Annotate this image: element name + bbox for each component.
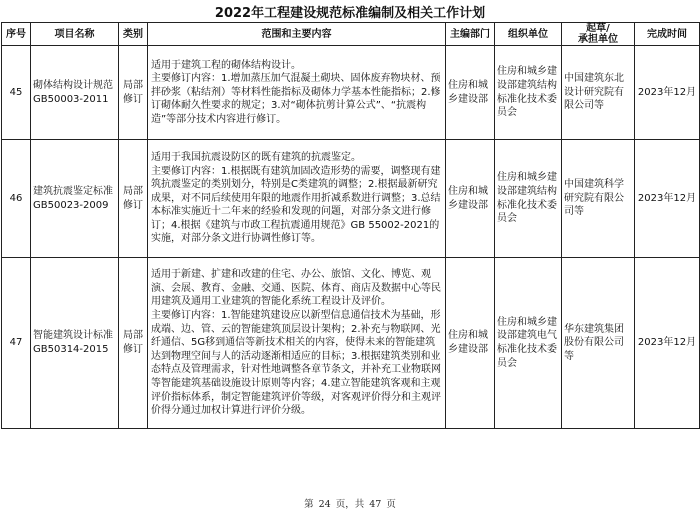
table-row <box>2 46 700 140</box>
row-scope <box>148 46 446 140</box>
header-no: 序号 <box>2 23 31 46</box>
row-drafter: 华东建筑集团股份有限公司等 <box>562 258 635 429</box>
row-name <box>31 140 119 258</box>
header-scope: 范围和主要内容 <box>148 23 446 46</box>
document-title: 2022年工程建设规范标准编制及相关工作计划 <box>214 6 486 21</box>
revisions-text: 主要修订内容：1.智能建筑建设应以新型信息通信技术为基础，形成端、边、管、云的智能建筑顶层设计架构；2.补充与物联网、光纤通信、5G移到通信等新技术相关的内容，使得未来的智能建筑达到物理空间与人的活动逐渐相适应的目标；3.根据建筑类别和业态特点及管理需求，针对性地调整各章节条文，并补充工业物联网等智能建筑基础设施设计原则等内容；4.建立智能建筑客观和主观评价指标体系，制定智能建筑评价等级，对客观评价得分和主观评价得分通过加权计算进行评价分级。 <box>151 310 441 417</box>
row-scope <box>148 258 446 429</box>
row-chief-dept: 住房和城乡建设部 <box>446 258 495 429</box>
row-org-unit: 住房和城乡建设部建筑电气标准化技术委员会 <box>495 258 562 429</box>
table-row <box>2 258 700 429</box>
project-name: 砌体结构设计规范 <box>33 79 113 91</box>
row-name <box>31 46 119 140</box>
row-deadline: 2023年12月 <box>635 258 700 429</box>
scope-text: 适用于新建、扩建和改建的住宅、办公、旅馆、文化、博览、观演、会展、教育、金融、交通、医院、体育、商店及数据中心等民用建筑及通用工业建筑的智能化系统工程设计及评价。 <box>151 269 441 308</box>
row-type: 局部修订 <box>119 46 148 140</box>
row-org-unit: 住房和城乡建设部建筑结构标准化技术委员会 <box>495 140 562 258</box>
row-chief-dept: 住房和城乡建设部 <box>446 140 495 258</box>
header-drafter-line2: 承担单位 <box>578 34 618 45</box>
header-name: 项目名称 <box>31 23 119 46</box>
project-code: GB50023-2009 <box>33 199 109 211</box>
header-drafter <box>562 23 635 46</box>
revisions-text: 主要修订内容：1.增加蒸压加气混凝土砌块、固体废弃物块材、预拌砂浆（粘结剂）等材料性能指标及砌体力学基本性能指标；2.修订砌体耐久性要求的规定；3.对“砌体抗剪计算公式”、“抗震构造”等部分技术内容进行修订。 <box>151 73 441 125</box>
row-deadline: 2023年12月 <box>635 140 700 258</box>
table-row <box>2 140 700 258</box>
scope-text: 适用于我国抗震设防区的既有建筑的抗震鉴定。 <box>151 151 361 163</box>
header-type: 类别 <box>119 23 148 46</box>
row-name <box>31 258 119 429</box>
header-chief-dept: 主编部门 <box>446 23 495 46</box>
header-org-unit: 组织单位 <box>495 23 562 46</box>
row-drafter: 中国建筑东北设计研究院有限公司等 <box>562 46 635 140</box>
row-no: 47 <box>2 258 31 429</box>
row-chief-dept: 住房和城乡建设部 <box>446 46 495 140</box>
row-no: 46 <box>2 140 31 258</box>
project-code: GB50314-2015 <box>33 344 109 355</box>
page-number: 第 24 页，共 47 页 <box>304 499 396 510</box>
table-header-row <box>2 23 700 46</box>
header-drafter-line1: 起草/ <box>586 23 610 34</box>
row-drafter: 中国建筑科学研究院有限公司等 <box>562 140 635 258</box>
row-org-unit: 住房和城乡建设部建筑结构标准化技术委员会 <box>495 46 562 140</box>
project-code: GB50003-2011 <box>33 93 109 105</box>
row-no: 45 <box>2 46 31 140</box>
revisions-text: 主要修订内容：1.根据既有建筑加固改造形势的需要，调整现有建筑抗震鉴定的类别划分，特别是C类建筑的调整；2.根据最新研究成果，对不同后续使用年限的地震作用折减系数进行调整；3.总结本标准实施近十二年来的经验和发现的问题，对部分条文进行修订；4.根据《建筑与市政工程抗震通用规范》GB 55002-2021的实施，对部分条文进行协调性修订等。 <box>151 165 441 245</box>
header-deadline: 完成时间 <box>635 23 700 46</box>
project-name: 建筑抗震鉴定标准 <box>33 185 113 197</box>
row-type: 局部修订 <box>119 140 148 258</box>
plan-table <box>1 22 700 429</box>
scope-text: 适用于建筑工程的砌体结构设计。 <box>151 59 301 71</box>
row-type: 局部修订 <box>119 258 148 429</box>
row-deadline: 2023年12月 <box>635 46 700 140</box>
row-scope <box>148 140 446 258</box>
project-name: 智能建筑设计标准 <box>33 330 113 342</box>
